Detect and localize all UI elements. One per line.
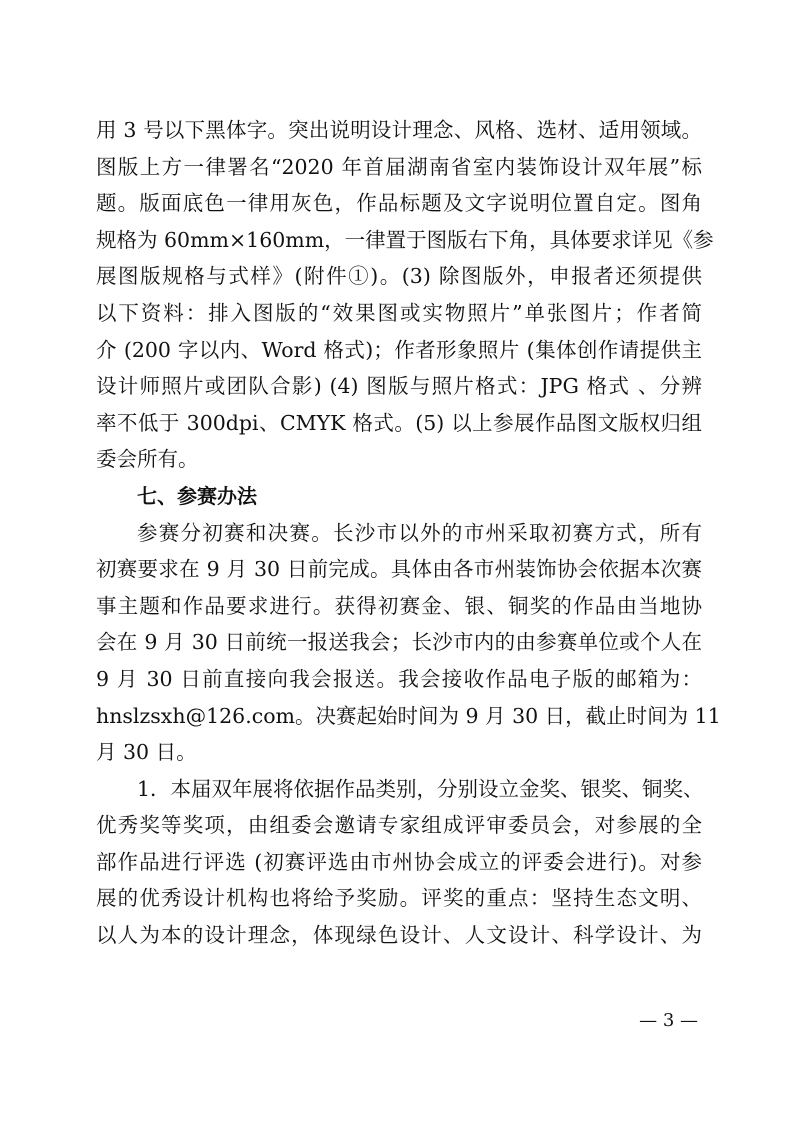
paragraph-line: 会在 9 月 30 日前统一报送我会；长沙市内的由参赛单位或个人在 (96, 630, 702, 655)
paragraph-line: 规格为 60mm×160mm，一律置于图版右下角，具体要求详见《参 (96, 227, 714, 252)
paragraph-line: 月 30 日。 (96, 740, 197, 765)
paragraph-line: 事主题和作品要求进行。获得初赛金、银、铜奖的作品由当地协 (96, 593, 702, 618)
paragraph-line: 参赛分初赛和决赛。长沙市以外的市州采取初赛方式，所有 (137, 520, 702, 545)
paragraph-line: 图版上方一律署名“2020 年首届湖南省室内装饰设计双年展”标 (96, 154, 702, 179)
paragraph-line: 介 (200 字以内、Word 格式)；作者形象照片 (集体创作请提供主 (96, 337, 702, 362)
paragraph-line: 部作品进行评选 (初赛评选由市州协会成立的评委会进行)。对参 (96, 849, 702, 874)
paragraph-line: 展的优秀设计机构也将给予奖励。评奖的重点：坚持生态文明、 (96, 886, 702, 911)
document-body (96, 112, 721, 954)
email-line: hnslzsxh@126.com。决赛起始时间为 9 月 30 日，截止时间为 11 (96, 703, 721, 728)
paragraph-line: 以人为本的设计理念，体现绿色设计、人文设计、科学设计、为 (96, 923, 702, 948)
paragraph-line: 委会所有。 (96, 447, 199, 472)
page-number: — 3 — (639, 1010, 698, 1031)
paragraph-line: 率不低于 300dpi、CMYK 格式。(5) 以上参展作品图文版权归组 (96, 410, 702, 435)
paragraph-line: 题。版面底色一律用灰色，作品标题及文字说明位置自定。图角 (96, 191, 702, 216)
paragraph-line: 1．本届双年展将依据作品类别，分别设立金奖、银奖、铜奖、 (137, 776, 704, 801)
paragraph-line: 用 3 号以下黑体字。突出说明设计理念、风格、选材、适用领域。 (96, 118, 702, 142)
paragraph-line: 展图版规格与式样》(附件①)。(3) 除图版外，申报者还须提供 (96, 264, 702, 289)
paragraph-line: 初赛要求在 9 月 30 日前完成。具体由各市州装饰协会依据本次赛 (96, 557, 702, 582)
paragraph-line: 9 月 30 日前直接向我会报送。我会接收作品电子版的邮箱为： (96, 666, 702, 691)
paragraph-line: 以下资料：排入图版的“效果图或实物照片”单张图片；作者简 (96, 300, 702, 325)
paragraph-line: 优秀奖等奖项，由组委会邀请专家组成评审委员会，对参展的全 (96, 813, 702, 838)
paragraph-line: 设计师照片或团队合影) (4) 图版与照片格式：JPG 格式 、分辨 (96, 374, 702, 399)
section-heading: 七、参赛办法 (137, 483, 257, 508)
